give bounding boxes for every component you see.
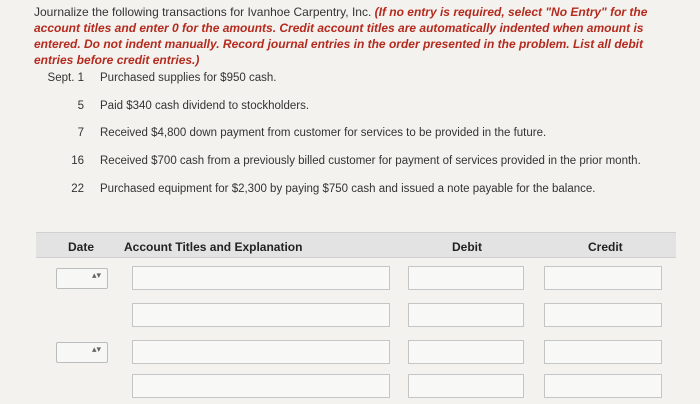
date-select[interactable] xyxy=(56,268,108,289)
transaction-date: Sept. 1 xyxy=(47,72,84,84)
instructions xyxy=(34,4,684,68)
transaction-date: 22 xyxy=(71,183,84,195)
instructions-emphasis: (If no entry is required, select "No Entry" for the account titles and enter 0 for the amounts. Credit account titles are automatically indented when amount is entered. Do not indent manually. Record journal entries in the order presented in the problem. List all debit entries before credit entries.) xyxy=(34,5,648,67)
credit-field[interactable] xyxy=(544,340,662,364)
credit-field[interactable] xyxy=(544,266,662,290)
transaction-text: Purchased equipment for $2,300 by paying $750 cash and issued a note payable for the balance. xyxy=(100,183,596,195)
account-title-field[interactable] xyxy=(132,303,390,327)
account-title-field[interactable] xyxy=(132,340,390,364)
header-debit: Debit xyxy=(452,240,482,254)
account-title-field[interactable] xyxy=(132,374,390,398)
select-arrows-icon: ▴▾ xyxy=(91,344,101,354)
transaction-text: Received $4,800 down payment from customer for services to be provided in the future. xyxy=(100,127,547,139)
account-title-field[interactable] xyxy=(132,266,390,290)
transaction-date: 16 xyxy=(71,155,84,167)
debit-field[interactable] xyxy=(408,303,524,327)
journal-header xyxy=(36,232,676,258)
debit-field[interactable] xyxy=(408,340,524,364)
select-arrows-icon: ▴▾ xyxy=(91,270,101,280)
header-date: Date xyxy=(68,240,95,254)
transaction-text: Purchased supplies for $950 cash. xyxy=(100,72,277,84)
credit-field[interactable] xyxy=(544,374,662,398)
journal-row xyxy=(36,266,676,292)
credit-field[interactable] xyxy=(544,303,662,327)
transaction-date: 7 xyxy=(77,127,84,139)
debit-field[interactable] xyxy=(408,374,524,398)
journal-row xyxy=(36,303,676,329)
instructions-lead: Journalize the following transactions for Ivanhoe Carpentry, Inc. xyxy=(34,5,372,19)
transaction-text: Paid $340 cash dividend to stockholders. xyxy=(100,100,310,112)
date-select[interactable] xyxy=(56,342,108,363)
transaction-text: Received $700 cash from a previously billed customer for payment of services provided in the prior month. xyxy=(100,155,641,167)
header-credit: Credit xyxy=(588,240,623,254)
header-account: Account Titles and Explanation xyxy=(124,240,303,254)
debit-field[interactable] xyxy=(408,266,524,290)
journal-row xyxy=(36,340,676,366)
journal-row xyxy=(36,374,676,400)
transaction-date: 5 xyxy=(77,100,84,112)
